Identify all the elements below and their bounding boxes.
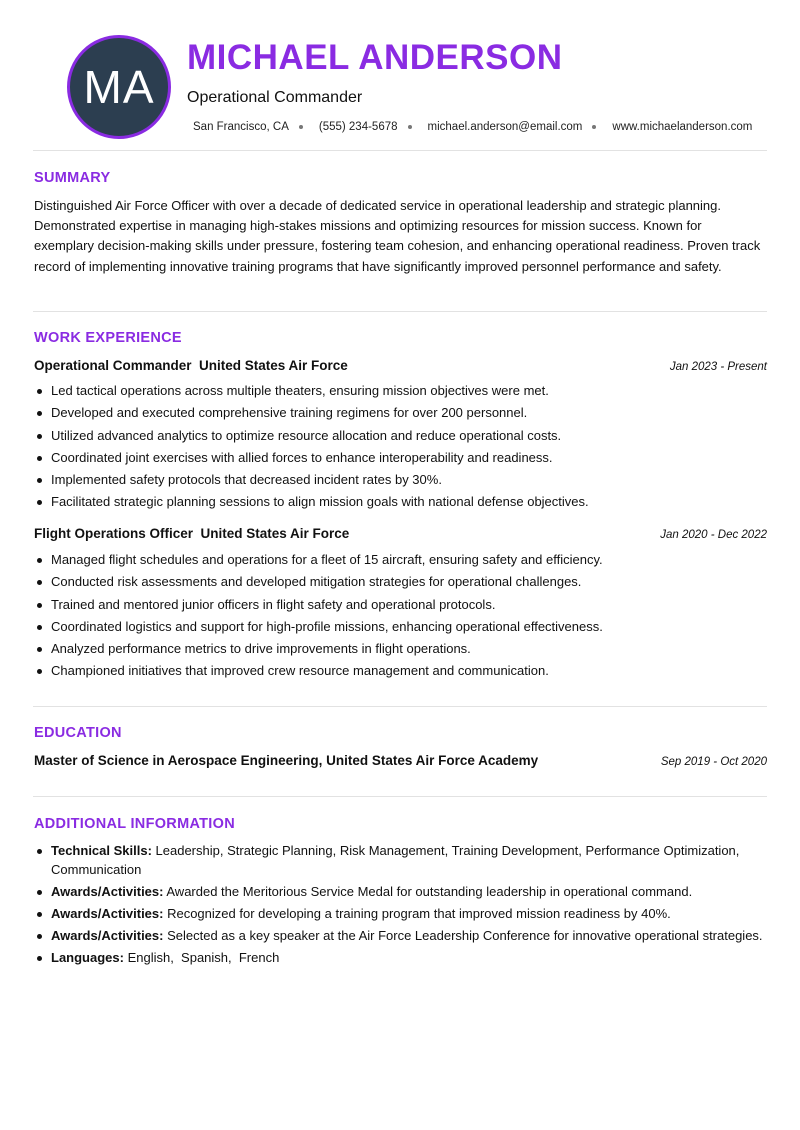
job-bullets [34,380,774,514]
list-item: Analyzed performance metrics to drive improvements in flight operations. [34,638,774,660]
summary-text: Distinguished Air Force Officer with over a decade of dedicated service in operational leadership and strategic planning. Demonstrated expertise in managing high-stakes missions and optimizing resources for mission success. Known for exemplary decision-making skills under pressure, fostering team cohesion, and enhancing operational readiness. Proven track record of implementing innovative training programs that have significantly improved personnel performance and safety. [34,198,761,274]
job-role: Flight Operations Officer United States Air Force [34,526,350,541]
separator-dot [408,125,412,129]
location-text: San Francisco, CA [193,121,289,133]
job-dates: Jan 2020 - Dec 2022 [660,529,767,541]
item-label: Awards/Activities: [51,905,164,921]
item-text: Awarded the Meritorious Service Medal for outstanding leadership in operational command. [163,883,693,899]
job-bullets [34,549,774,683]
item-text: Leadership, Strategic Planning, Risk Management, Training Development, Performance Optimization, Communication [51,843,740,877]
list-item: Trained and mentored junior officers in flight safety and operational protocols. [34,594,774,616]
list-item [34,842,764,879]
list-item: Coordinated logistics and support for high-profile missions, enhancing operational effectiveness. [34,616,774,638]
item-label: Awards/Activities: [51,883,164,899]
email-link[interactable]: michael.anderson@email.com [427,121,583,133]
list-item: Developed and executed comprehensive training regimens for over 200 personnel. [34,402,774,424]
job-header [34,358,767,373]
degree-text: Master of Science in Aerospace Engineering, United States Air Force Academy [34,753,539,768]
item-text: English, Spanish, French [123,949,280,965]
avatar: MA [67,35,171,139]
list-item: Coordinated joint exercises with allied forces to enhance interoperability and readiness. [34,447,774,469]
website-link[interactable]: www.michaelanderson.com [612,121,753,133]
education-dates: Sep 2019 - Oct 2020 [660,756,767,768]
item-label: Technical Skills: [51,843,152,858]
list-item: Conducted risk assessments and developed mitigation strategies for operational challenges. [34,571,774,593]
candidate-title: Operational Commander [187,89,363,106]
additional-info-heading: ADDITIONAL INFORMATION [34,816,235,832]
separator-dot [592,125,596,129]
item-text: Recognized for developing a training program that improved mission readiness by 40%. [163,905,671,921]
job-dates: Jan 2023 - Present [669,361,767,373]
list-item [34,949,764,968]
divider [33,150,767,151]
education-entry [34,753,767,768]
item-label: Awards/Activities: [51,927,164,943]
divider [33,706,767,707]
item-label: Languages: [51,949,124,965]
list-item: Managed flight schedules and operations for a fleet of 15 aircraft, ensuring safety and efficiency. [34,549,774,571]
list-item [34,927,764,946]
additional-info-list [34,842,764,971]
resume-header [33,0,767,150]
contact-info [193,121,752,133]
separator-dot [299,125,303,129]
list-item [34,905,764,924]
phone-text: (555) 234-5678 [318,121,398,133]
list-item [34,883,764,902]
list-item: Facilitated strategic planning sessions to align mission goals with national defense objectives. [34,491,774,513]
education-heading: EDUCATION [34,725,122,741]
list-item: Utilized advanced analytics to optimize resource allocation and reduce operational costs. [34,425,774,447]
list-item: Implemented safety protocols that decreased incident rates by 30%. [34,469,774,491]
candidate-name: MICHAEL ANDERSON [187,38,563,77]
job-role: Operational Commander United States Air Force [34,358,348,373]
list-item: Led tactical operations across multiple theaters, ensuring mission objectives were met. [34,380,774,402]
item-text: Selected as a key speaker at the Air Force Leadership Conference for innovative operational strategies. [163,927,763,943]
divider [33,311,767,312]
list-item: Championed initiatives that improved crew resource management and communication. [34,660,774,682]
divider [33,796,767,797]
job-header [34,526,767,541]
work-experience-heading: WORK EXPERIENCE [34,330,182,346]
summary-heading: SUMMARY [34,170,111,186]
